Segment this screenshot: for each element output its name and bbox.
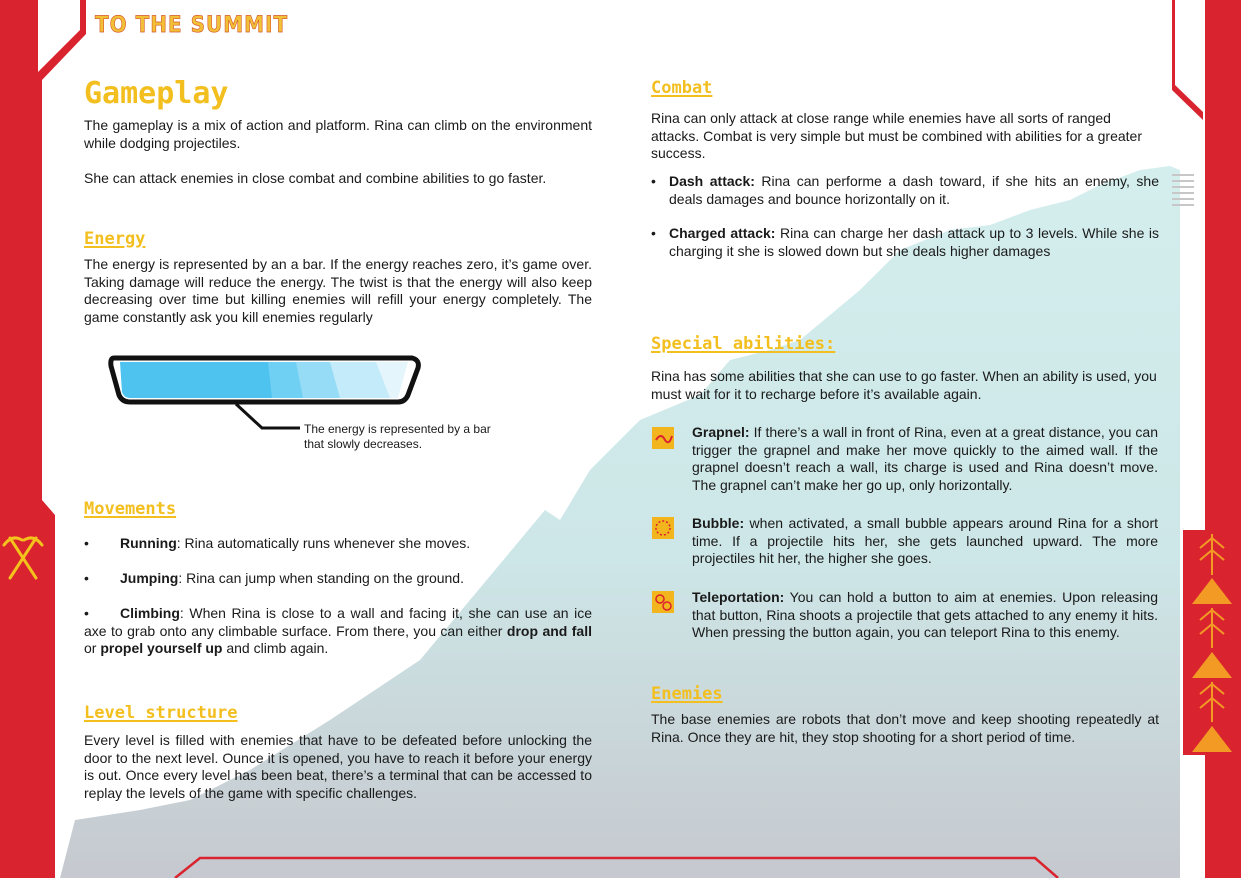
bullet-dot: • — [651, 225, 656, 241]
intro-paragraph-1: The gameplay is a mix of action and platform. Rina can climb on the environment while dodging projectiles. — [84, 117, 592, 151]
movement-climbing: Climbing: When Rina is close to a wall and facing it, she can use an ice axe to grab onto any climbable surface. From there, you can either drop and fall or propel yourself up and climb again. — [84, 605, 592, 656]
grapnel-icon — [652, 427, 674, 449]
special-abilities-paragraph: Rina has some abilities that she can use to go faster. When an ability is used, you must wait for it to recharge before it’s available again. — [651, 368, 1157, 402]
page-title: Gameplay — [84, 76, 229, 111]
dash-attack-item: Dash attack: Rina can performe a dash toward, if she hits an enemy, she deals damages and bounce horizontally on it. — [669, 173, 1159, 207]
movement-jumping: Jumping: Rina can jump when standing on the ground. — [120, 570, 464, 586]
combat-paragraph: Rina can only attack at close range while enemies have all sorts of ranged attacks. Combat is very simple but must be combined with abilities for a greater success. — [651, 110, 1142, 161]
bullet-dot: • — [651, 173, 656, 189]
level-structure-heading: Level structure — [84, 703, 238, 723]
bubble-item: Bubble: when activated, a small bubble appears around Rina for a short time. If a projectile hits her, she gets launched upward. The more projectiles hit her, the higher she goes. — [692, 515, 1158, 566]
energy-heading: Energy — [84, 229, 146, 249]
energy-paragraph: The energy is represented by an a bar. If the energy reaches zero, it’s game over. Taking damage will reduce the energy. The twist is that the energy will also keep decreasing over time but killing enemies will refill your energy completely. The game constantly ask you kill enemies regularly — [84, 256, 592, 325]
left-column — [84, 76, 592, 111]
teleportation-item: Teleportation: You can hold a button to aim at enemies. Upon releasing that button, Rina shoots a projectile that gets attached to any enemy it hits. When pressing the button again, you can teleport Rina to this enemy. — [692, 589, 1158, 640]
energy-bar — [111, 358, 419, 428]
bullet-dot: • — [84, 535, 89, 551]
left-red-band — [0, 0, 86, 845]
brand-title: TO THE SUMMIT — [95, 10, 289, 38]
bullet-dot: • — [84, 570, 89, 586]
combat-heading: Combat — [651, 78, 713, 98]
grapnel-item: Grapnel: If there’s a wall in front of Rina, even at a great distance, you can trigger the grapnel and make her move quickly to the aimed wall. If the grapnel doesn’t reach a wall, its charge is used and Rina doesn’t move. The grapnel can’t make her go up, only horizontally. — [692, 424, 1158, 493]
bubble-icon — [652, 517, 674, 539]
enemies-heading: Enemies — [651, 684, 723, 704]
charged-attack-item: Charged attack: Rina can charge her dash attack up to 3 levels. While she is charging it she is slowed down but she deals higher damages — [669, 225, 1160, 259]
movements-heading: Movements — [84, 499, 177, 519]
energy-caption: The energy is represented by a bar that slowly decreases. — [304, 422, 491, 451]
movement-running: Running: Rina automatically runs whenever she moves. — [120, 535, 471, 551]
teleport-icon — [652, 591, 674, 613]
tribal-pattern-icon — [1183, 530, 1241, 755]
enemies-paragraph: The base enemies are robots that don’t move and keep shooting repeatedly at Rina. Once they are hit, they stop shooting for a short period of time. — [651, 711, 1159, 745]
bullet-dot: • — [84, 605, 89, 621]
special-abilities-heading: Special abilities: — [651, 334, 836, 354]
level-structure-paragraph: Every level is filled with enemies that have to be defeated before unlocking the door to the next level. Ounce it is opened, you have to reach it before your energy is out. Once every level has been beat, there’s a terminal that can be accessed to replay the levels of the game with specific challenges. — [84, 732, 592, 801]
intro-paragraph-2: She can attack enemies in close combat and combine abilities to go faster. — [84, 170, 547, 186]
